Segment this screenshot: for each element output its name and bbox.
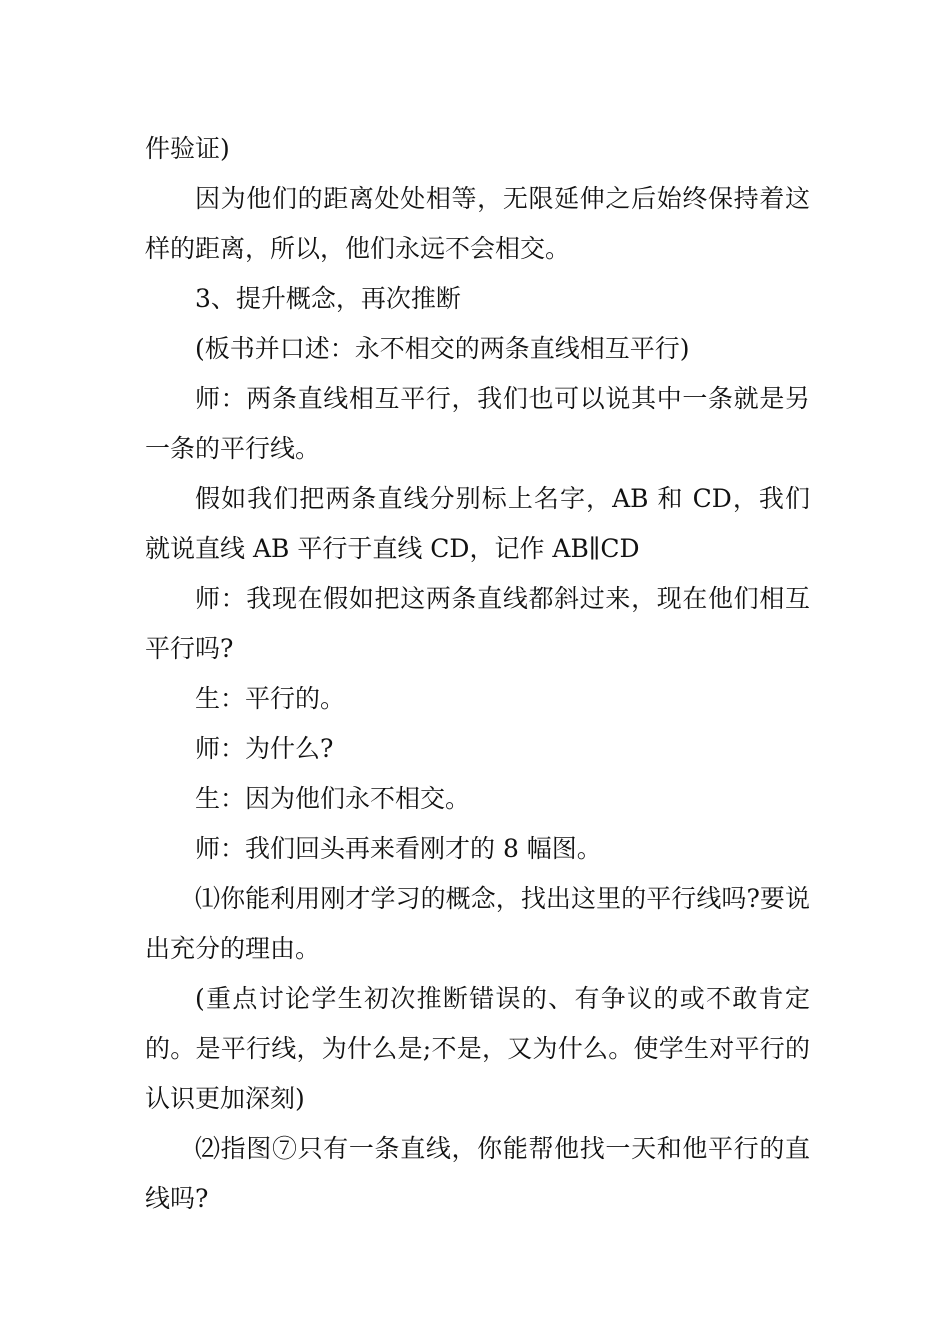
paragraph-12: ⑴你能利用刚才学习的概念，找出这里的平行线吗?要说出充分的理由。 <box>145 884 810 963</box>
paragraph-2: 因为他们的距离处处相等，无限延伸之后始终保持着这样的距离，所以，他们永远不会相交。 <box>145 184 810 263</box>
paragraph-8: 生：平行的。 <box>195 684 346 713</box>
paragraph-4: (板书并口述：永不相交的两条直线相互平行) <box>195 334 690 363</box>
paragraph-1: 件验证) <box>145 134 230 163</box>
paragraph-5: 师：两条直线相互平行，我们也可以说其中一条就是另一条的平行线。 <box>145 384 810 463</box>
paragraph-3: 3、提升概念，再次推断 <box>195 284 461 313</box>
document-body <box>145 124 810 1224</box>
paragraph-13: (重点讨论学生初次推断错误的、有争议的或不敢肯定的。是平行线，为什么是;不是，又为什么。使学生对平行的认识更加深刻) <box>145 984 810 1113</box>
paragraph-10: 生：因为他们永不相交。 <box>195 784 471 813</box>
paragraph-9: 师：为什么? <box>195 734 334 763</box>
paragraph-6: 假如我们把两条直线分别标上名字，AB 和 CD，我们就说直线 AB 平行于直线 CD，记作 AB∥CD <box>145 484 810 563</box>
paragraph-7: 师：我现在假如把这两条直线都斜过来，现在他们相互平行吗? <box>145 584 810 663</box>
paragraph-14: ⑵指图⑦只有一条直线，你能帮他找一天和他平行的直线吗? <box>145 1134 810 1213</box>
paragraph-11: 师：我们回头再来看刚才的 8 幅图。 <box>195 834 602 863</box>
